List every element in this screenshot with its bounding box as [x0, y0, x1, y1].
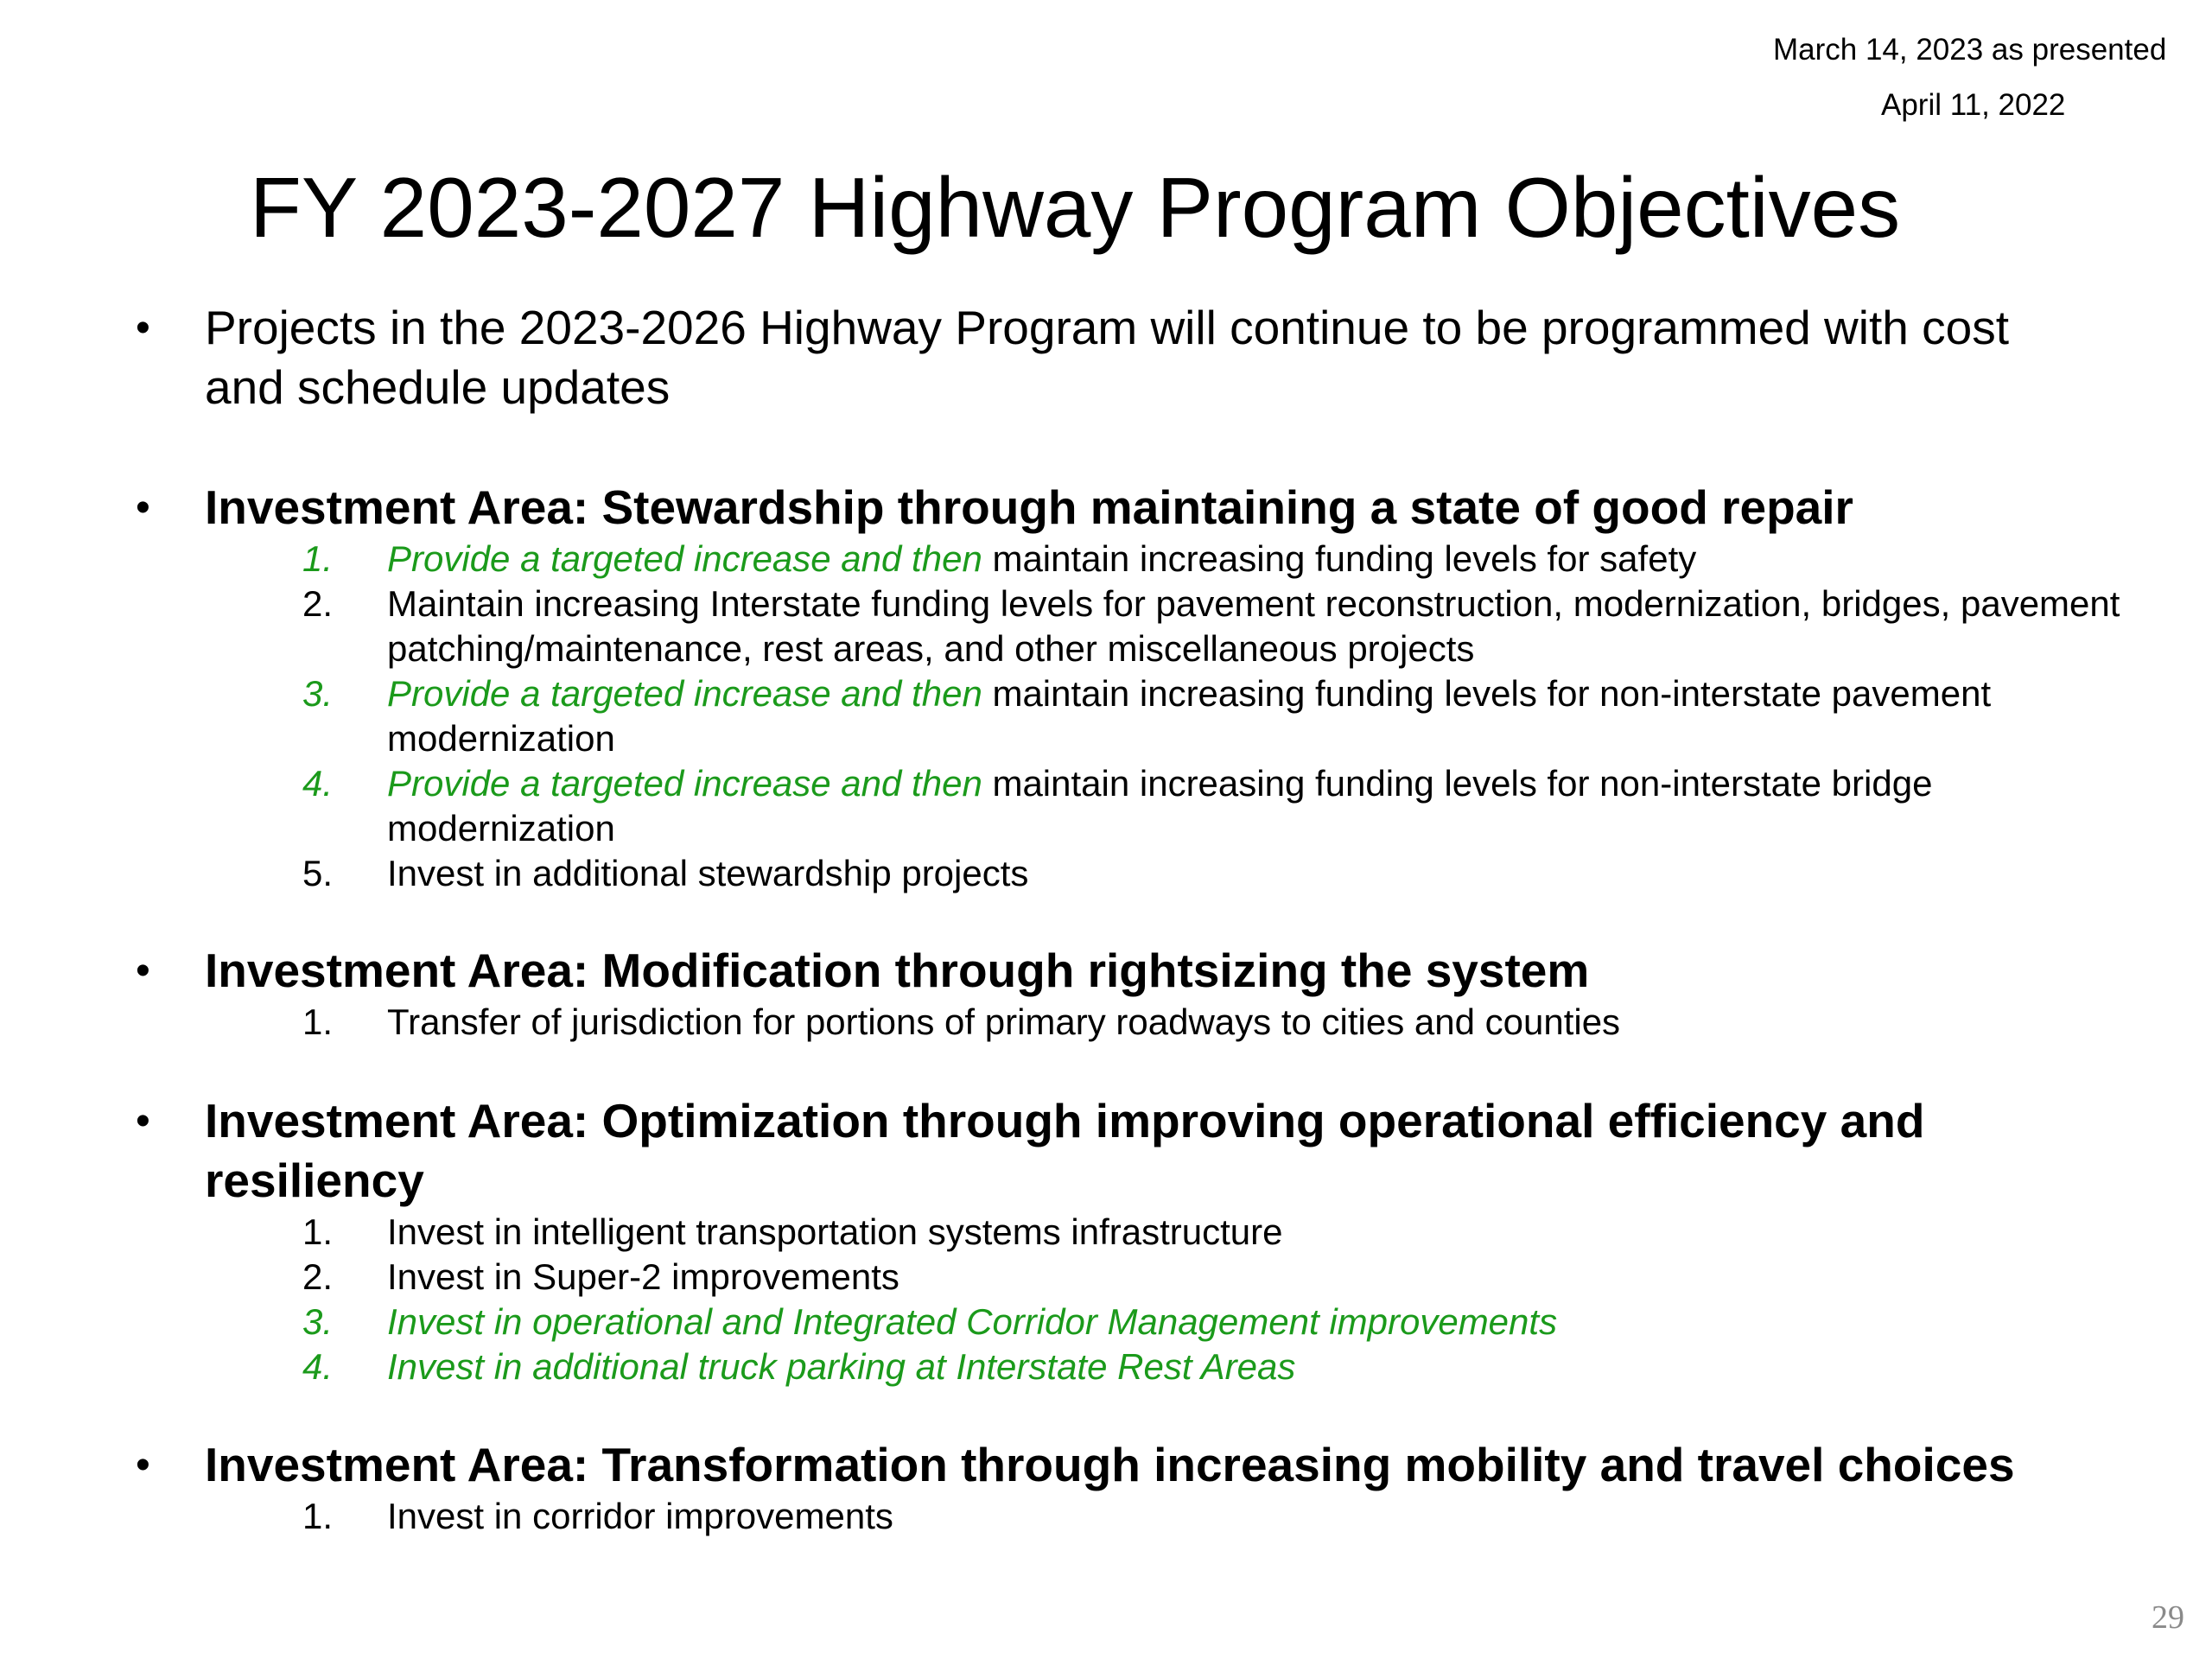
section-1-line1: Projects in the 2023-2026 Highway Program will continue to be programmed with cost	[205, 301, 2009, 354]
bullet-marker: •	[136, 1442, 150, 1488]
list-item: Invest in corridor improvements	[387, 1496, 893, 1536]
list-item	[387, 582, 2184, 671]
item-text: maintain increasing funding levels for non-interstate bridge	[982, 763, 1933, 804]
item-highlight: Provide a targeted increase and then	[387, 763, 982, 804]
bullet-marker: •	[136, 305, 150, 351]
item-text: maintain increasing funding levels for safety	[982, 538, 1697, 579]
item-number: 1.	[302, 1496, 334, 1536]
item-number: 1.	[302, 1001, 334, 1042]
item-text: maintain increasing funding levels for non-interstate pavement	[982, 673, 1992, 714]
bullet-marker: •	[136, 1098, 150, 1144]
section-1-line2: and schedule updates	[205, 360, 671, 414]
section-5-heading: Investment Area: Transformation through increasing mobility and travel choices	[205, 1438, 2015, 1491]
item-number: 1.	[302, 538, 334, 579]
section-4-heading	[205, 1091, 2149, 1211]
item-text-line2: modernization	[387, 718, 615, 759]
list-item	[387, 537, 2184, 582]
list-item: Transfer of jurisdiction for portions of primary roadways to cities and counties	[387, 1001, 1621, 1042]
section-3-heading: Investment Area: Modification through rightsizing the system	[205, 944, 1590, 997]
page-number: 29	[2152, 1599, 2184, 1636]
item-number: 4.	[302, 1346, 334, 1387]
item-number: 1.	[302, 1211, 334, 1252]
item-number: 2.	[302, 583, 334, 624]
list-item: Invest in additional stewardship projects	[387, 853, 1029, 893]
item-number: 5.	[302, 853, 334, 893]
item-text-line2: modernization	[387, 808, 615, 849]
section-4-heading-line1: Investment Area: Optimization through improving operational efficiency and	[205, 1094, 1925, 1147]
item-number: 3.	[302, 673, 334, 714]
item-highlight: Provide a targeted increase and then	[387, 673, 982, 714]
list-item: Invest in operational and Integrated Corridor Management improvements	[387, 1301, 1558, 1342]
item-number: 2.	[302, 1256, 334, 1297]
date-presented: March 14, 2023 as presented	[1773, 33, 2167, 67]
list-item: Invest in additional truck parking at Interstate Rest Areas	[387, 1346, 1296, 1387]
section-1-text	[205, 298, 2149, 417]
item-text-line1: Maintain increasing Interstate funding levels for pavement reconstruction, modernization, bridges, pavement	[387, 583, 2120, 624]
list-item	[387, 761, 2184, 851]
page-title: FY 2023-2027 Highway Program Objectives	[250, 160, 1901, 255]
list-item	[387, 671, 2184, 761]
list-item: Invest in intelligent transportation systems infrastructure	[387, 1211, 1283, 1252]
section-4-heading-line2: resiliency	[205, 1154, 424, 1207]
bullet-marker: •	[136, 948, 150, 994]
section-2-heading: Investment Area: Stewardship through maintaining a state of good repair	[205, 480, 1853, 534]
bullet-marker: •	[136, 485, 150, 531]
item-highlight: Provide a targeted increase and then	[387, 538, 982, 579]
item-number: 4.	[302, 763, 334, 804]
date-original: April 11, 2022	[1881, 88, 2066, 122]
item-number: 3.	[302, 1301, 334, 1342]
list-item: Invest in Super-2 improvements	[387, 1256, 899, 1297]
item-text-line2: patching/maintenance, rest areas, and other miscellaneous projects	[387, 628, 1475, 669]
